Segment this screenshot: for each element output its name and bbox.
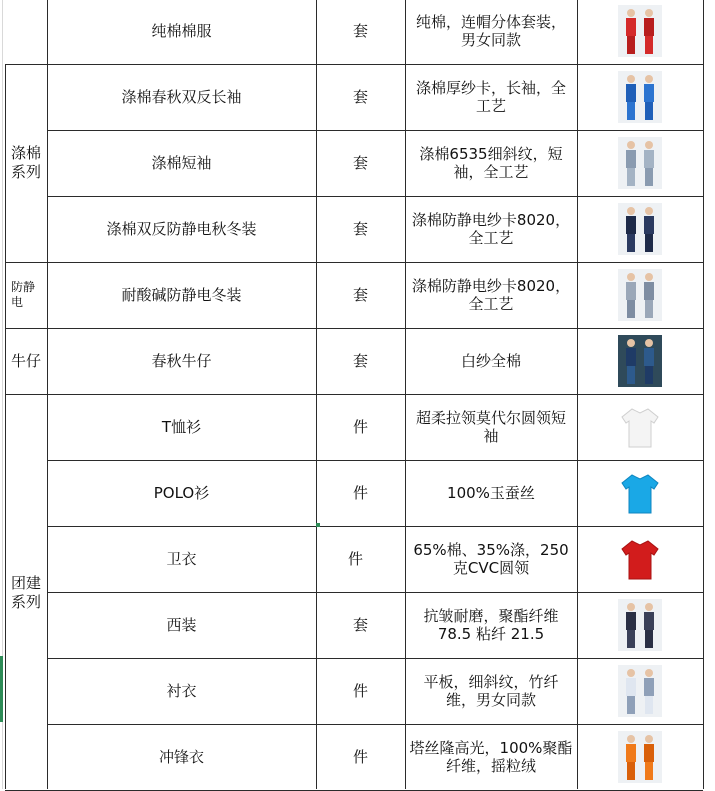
- blue-polo-shirt-photo[interactable]: [618, 467, 662, 519]
- description-cell[interactable]: 65%棉、35%涤，250克CVC圆领: [413, 541, 569, 577]
- description-cell[interactable]: 抗皱耐磨，聚酯纤维 78.5 粘纤 21.5: [423, 607, 559, 643]
- product-name-cell[interactable]: 耐酸碱防静电冬装: [121, 285, 242, 304]
- product-name-cell[interactable]: 春秋牛仔: [151, 351, 212, 370]
- unit-cell[interactable]: 件: [352, 417, 368, 436]
- description-cell[interactable]: 涤棉防静电纱卡8020，全工艺: [411, 211, 571, 247]
- unit-cell[interactable]: 套: [352, 21, 368, 40]
- category-cell[interactable]: 防静电: [11, 280, 36, 309]
- unit-cell[interactable]: 套: [352, 285, 368, 304]
- column-divider: [703, 0, 704, 789]
- description-cell[interactable]: 平板，细斜纹，竹纤维，男女同款: [423, 673, 559, 709]
- category-cell[interactable]: 涤棉系列: [11, 144, 42, 181]
- description-cell[interactable]: 塔丝隆高光，100%聚酯纤维，摇粒绒: [409, 739, 573, 775]
- red-sweatshirt-photo[interactable]: [618, 533, 662, 585]
- description-cell[interactable]: 涤棉厚纱卡，长袖，全工艺: [415, 79, 566, 115]
- product-name-cell[interactable]: T恤衫: [161, 417, 202, 436]
- unit-cell[interactable]: 套: [352, 153, 368, 172]
- product-name-cell[interactable]: 冲锋衣: [158, 747, 204, 766]
- unit-cell[interactable]: 件: [347, 549, 363, 568]
- unit-cell[interactable]: 套: [352, 351, 368, 370]
- unit-cell[interactable]: 套: [352, 219, 368, 238]
- business-suit-photo[interactable]: [618, 599, 662, 651]
- category-cell[interactable]: 团建系列: [11, 574, 42, 611]
- unit-cell[interactable]: 套: [352, 615, 368, 634]
- column-divider: [577, 0, 578, 789]
- unit-cell[interactable]: 件: [352, 483, 368, 502]
- product-name-cell[interactable]: POLO衫: [153, 483, 210, 502]
- description-cell[interactable]: 白纱全棉: [460, 352, 521, 370]
- description-cell[interactable]: 涤棉6535细斜纹，短袖，全工艺: [419, 145, 563, 181]
- grey-short-sleeve-workwear-photo[interactable]: [618, 137, 662, 189]
- product-name-cell[interactable]: 衬衣: [166, 681, 197, 700]
- product-name-cell[interactable]: 涤棉短袖: [151, 153, 212, 172]
- selection-marker: [0, 656, 3, 722]
- unit-cell[interactable]: 件: [352, 681, 368, 700]
- shirt-photo[interactable]: [618, 665, 662, 717]
- white-tshirt-photo[interactable]: [618, 401, 662, 453]
- denim-workwear-photo[interactable]: [618, 335, 662, 387]
- description-cell[interactable]: 100%玉蚕丝: [447, 484, 535, 502]
- category-cell[interactable]: 牛仔: [11, 351, 42, 370]
- navy-winter-workwear-photo[interactable]: [618, 203, 662, 255]
- product-name-cell[interactable]: 西装: [166, 615, 197, 634]
- orange-outdoor-jacket-photo[interactable]: [618, 731, 662, 783]
- description-cell[interactable]: 涤棉防静电纱卡8020，全工艺: [411, 277, 571, 313]
- description-cell[interactable]: 超柔拉领莫代尔圆领短袖: [415, 409, 566, 445]
- product-name-cell[interactable]: 涤棉春秋双反长袖: [121, 87, 242, 106]
- product-name-cell[interactable]: 涤棉双反防静电秋冬装: [106, 219, 257, 238]
- cell-corner-marker: [316, 523, 320, 527]
- red-workwear-suit-photo[interactable]: [618, 5, 662, 57]
- product-name-cell[interactable]: 纯棉棉服: [151, 21, 212, 40]
- unit-cell[interactable]: 套: [352, 87, 368, 106]
- unit-cell[interactable]: 件: [352, 747, 368, 766]
- product-name-cell[interactable]: 卫衣: [166, 549, 197, 568]
- blue-long-sleeve-workwear-photo[interactable]: [618, 71, 662, 123]
- description-cell[interactable]: 纯棉，连帽分体套装，男女同款: [415, 13, 566, 49]
- grey-antistatic-workwear-photo[interactable]: [618, 269, 662, 321]
